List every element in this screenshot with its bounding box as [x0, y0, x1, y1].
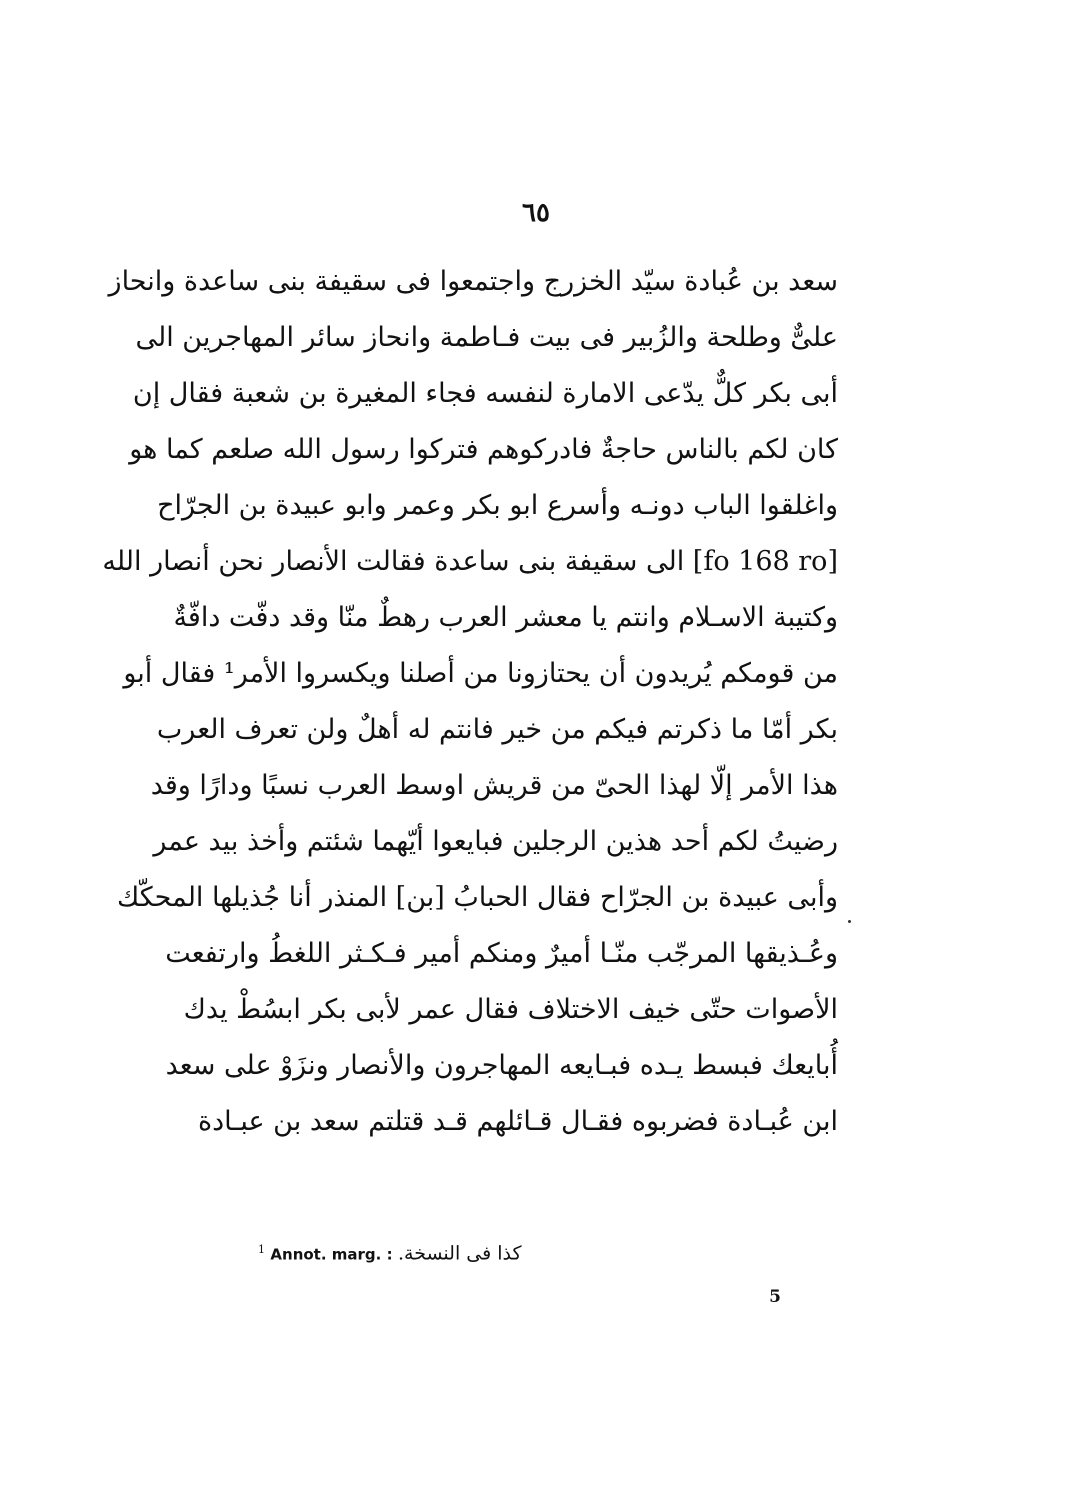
text-line: [fo 168 ro] الى سقيفة بنى ساعدة فقالت الأنصار نحن أنصار الله [102, 546, 838, 577]
footnote-marker: 1 [258, 1243, 265, 1256]
footnote [258, 1234, 778, 1271]
text-line: واغلقوا الباب دونـه وأسرع ابو بكر وعمر وابو عبيدة بن الجرّاح [157, 490, 838, 521]
text-line: وأبى عبيدة بن الجرّاح فقال الحبابُ [بن] المنذر أنا جُذيلها المحكّك [116, 882, 838, 913]
text-line: بكر أمّا ما ذكرتم فيكم من خير فانتم له أهلٌ ولن تعرف العرب [156, 714, 838, 745]
text-line: رضيتُ لكم أحد هذين الرجلين فبايعوا أيّهما شئتم وأخذ بيد عمر [153, 826, 838, 857]
signature-mark: 5 [769, 1287, 781, 1307]
text-line: وعُـذيقها المرجّب منّـا أميرٌ ومنكم أمير فـكـثر اللغطُ وارتفعت [165, 938, 838, 969]
text-line: أُبايعك فبسط يـده فبـايعه المهاجرون والأنصار ونزَوْ على سعد [165, 1050, 838, 1081]
text-line: أبى بكر كلٌّ يدّعى الامارة لنفسه فجاء المغيرة بن شعبة فقال إن [132, 378, 838, 409]
text-line: علىٌّ وطلحة والزُبير فى بيت فـاطمة وانحاز سائر المهاجرين الى [135, 322, 838, 353]
text-line: سعد بن عُبادة سيّد الخزرج واجتمعوا فى سقيفة بنى ساعدة وانحاز [108, 266, 838, 297]
text-line: كان لكم بالناس حاجةٌ فادركوهم فتركوا رسول الله صلعم كما هو [129, 434, 838, 465]
footnote-arabic-text: كذا فى النسخة. [397, 1242, 522, 1265]
text-line: الأصوات حتّى خيف الاختلاف فقال عمر لأبى بكر ابسُطْ يدك [183, 994, 838, 1025]
text-line: من قومكم يُريدون أن يحتازونا من أصلنا ويكسروا الأمر¹ فقال أبو [123, 658, 838, 689]
text-line: هذا الأمر إلّا لهذا الحىّ من قريش اوسط العرب نسبًا ودارًا وقد [150, 770, 838, 801]
footnote-label: Annot. marg. : [270, 1245, 393, 1264]
text-line: ابن عُبـادة فضربوه فقـال قـائلهم قـد قتلتم سعد بن عبـادة [198, 1106, 838, 1137]
stray-ink-dot [848, 920, 851, 923]
page-number: ٦٥ [522, 198, 550, 228]
text-line: وكتيبة الاسـلام وانتم يا معشر العرب رهطٌ منّا وقد دفّت دافّةٌ [173, 602, 838, 633]
body-text [102, 254, 838, 1150]
